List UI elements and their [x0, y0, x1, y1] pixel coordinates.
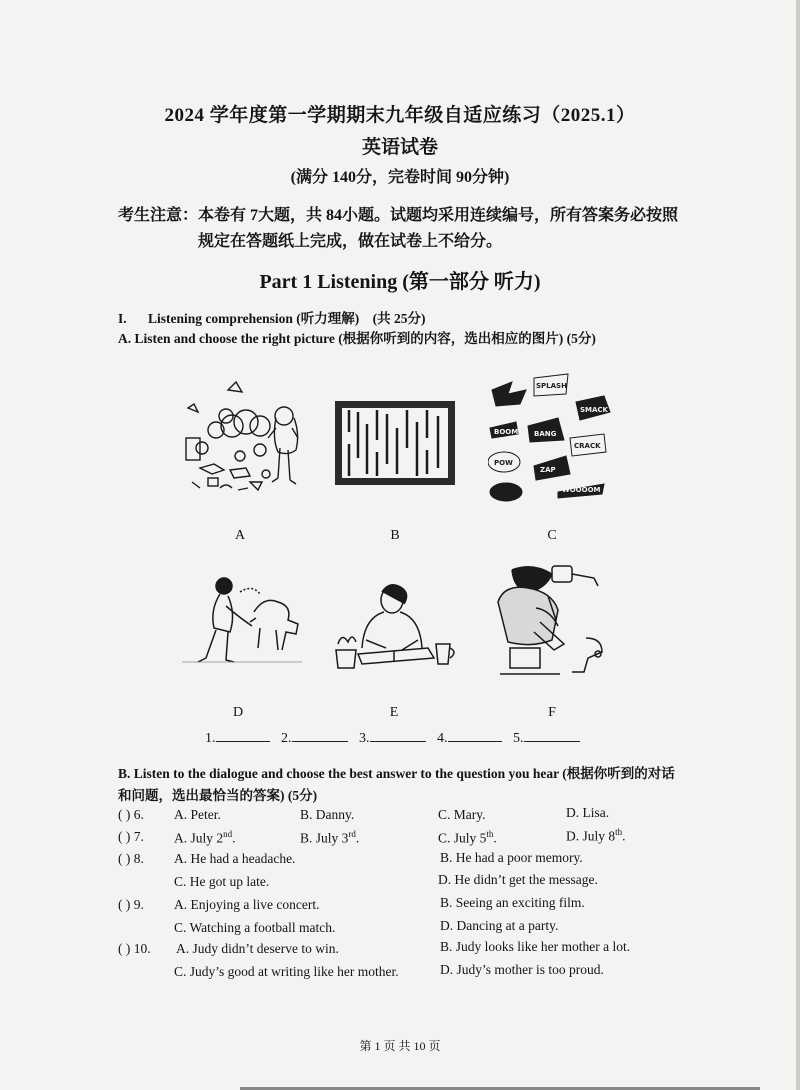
- candidate-notice: [118, 203, 718, 255]
- comic-word-8: WOOOOM: [562, 486, 601, 494]
- notice-line-1: 考生注意：本卷有 7大题，共 84小题。试题均采用连续编号，所有答案务必按照: [118, 207, 679, 224]
- picture-a-messy-room: [180, 378, 308, 500]
- section-a-heading: A. Listen and choose the right picture (根据你听到的内容，选出相应的图片) (5分): [118, 331, 596, 346]
- blank-5[interactable]: [524, 741, 580, 742]
- picture-f-dentist-scene: [490, 562, 610, 682]
- blank-2-number: 2.: [281, 731, 292, 746]
- question-7-number: ( ) 7.: [118, 829, 144, 844]
- picture-b-barred-window: [332, 398, 458, 488]
- picture-d-woman-with-dog: [180, 572, 304, 672]
- section-b-heading-line2: 和问题，选出最恰当的答案) (5分): [118, 788, 318, 803]
- picture-c-comic-words: [488, 372, 616, 508]
- question-7-option-b: B. July 3rd.: [300, 829, 360, 846]
- comic-word-3: BOOM: [494, 428, 519, 436]
- comic-word-2: SMACK: [580, 406, 608, 414]
- section-i-score: (共 25分): [372, 311, 426, 326]
- comic-word-1: SPLASH: [536, 382, 567, 390]
- comic-word-5: CRACK: [574, 442, 601, 450]
- picture-label-b: B: [390, 528, 400, 543]
- question-10-option-c: C. Judy’s good at writing like her mother.: [174, 964, 399, 979]
- blank-1-number: 1.: [205, 731, 216, 746]
- question-6-option-b: B. Danny.: [300, 807, 355, 822]
- answer-blanks-row: [205, 731, 588, 747]
- section-i-number: I.: [118, 311, 127, 326]
- question-6-option-c: C. Mary.: [438, 807, 486, 822]
- section-i-title: Listening comprehension (听力理解): [148, 311, 360, 326]
- question-6-option-d: D. Lisa.: [566, 805, 610, 820]
- question-10-option-d: D. Judy’s mother is too proud.: [440, 962, 604, 977]
- exam-score-time: (满分 140分，完卷时间 90分钟): [290, 169, 510, 186]
- question-9-number: ( ) 9.: [118, 897, 144, 912]
- comic-word-4: BANG: [534, 430, 557, 438]
- blank-2[interactable]: [292, 741, 348, 742]
- comic-word-7: ZAP: [540, 466, 556, 474]
- blank-3-number: 3.: [359, 731, 370, 746]
- blank-4[interactable]: [448, 741, 502, 742]
- question-10-option-a: A. Judy didn’t deserve to win.: [176, 941, 339, 956]
- question-6-number: ( ) 6.: [118, 807, 144, 822]
- part-title: Part 1 Listening (第一部分 听力): [259, 271, 541, 293]
- blank-5-number: 5.: [513, 731, 524, 746]
- blank-1[interactable]: [216, 741, 270, 742]
- question-6-option-a: A. Peter.: [174, 807, 221, 822]
- question-9-option-d: D. Dancing at a party.: [440, 918, 559, 933]
- page-footer: 第 1 页 共 10 页: [359, 1039, 441, 1053]
- blank-3[interactable]: [370, 741, 426, 742]
- question-7-option-c: C. July 5th.: [438, 829, 497, 846]
- question-8-option-b: B. He had a poor memory.: [440, 850, 583, 865]
- question-8-number: ( ) 8.: [118, 851, 144, 866]
- question-10-number: ( ) 10.: [118, 941, 151, 956]
- picture-label-e: E: [389, 705, 399, 720]
- picture-e-man-studying: [328, 578, 460, 676]
- picture-label-c: C: [547, 528, 557, 543]
- question-8-option-c: C. He got up late.: [174, 874, 270, 889]
- question-9-option-b: B. Seeing an exciting film.: [440, 895, 585, 910]
- notice-line-2: 规定在答题纸上完成，做在试卷上不给分。: [198, 233, 503, 250]
- section-i-heading: [118, 307, 426, 327]
- picture-label-f: F: [548, 705, 556, 720]
- section-b-heading-line1: B. Listen to the dialogue and choose the best answer to the question you hear (根据你听到的对话: [118, 766, 675, 781]
- comic-word-6: POW: [494, 459, 513, 467]
- question-9-option-c: C. Watching a football match.: [174, 920, 336, 935]
- exam-subject: 英语试卷: [361, 137, 438, 158]
- question-10-option-b: B. Judy looks like her mother a lot.: [440, 939, 631, 954]
- blank-4-number: 4.: [437, 731, 448, 746]
- question-8-option-a: A. He had a headache.: [174, 851, 296, 866]
- question-8-option-d: D. He didn’t get the message.: [438, 872, 598, 887]
- exam-title: 2024 学年度第一学期期末九年级自适应练习（2025.1）: [164, 105, 636, 126]
- picture-label-a: A: [234, 528, 246, 543]
- picture-label-d: D: [232, 705, 244, 720]
- question-7-option-a: A. July 2nd.: [174, 829, 236, 846]
- question-9-option-a: A. Enjoying a live concert.: [174, 897, 320, 912]
- question-7-option-d: D. July 8th.: [566, 827, 626, 844]
